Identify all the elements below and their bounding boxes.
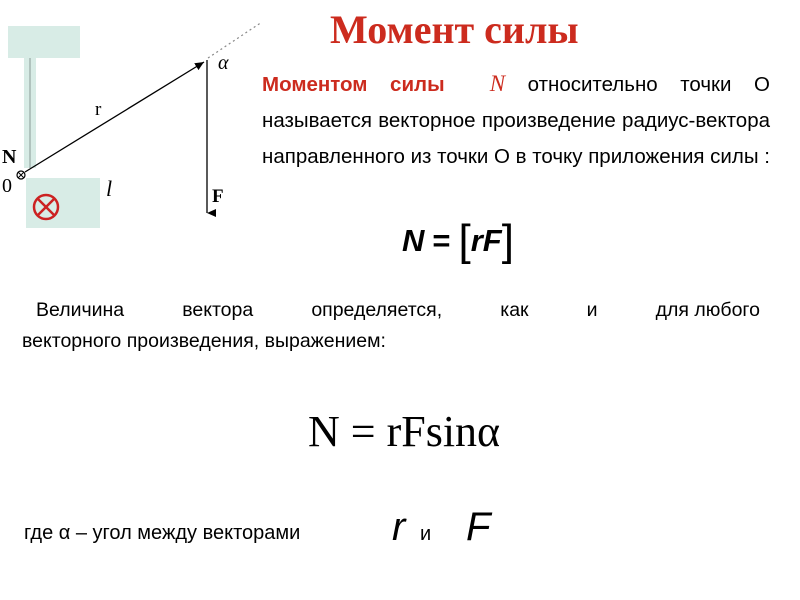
magnitude-paragraph [22, 295, 760, 357]
label-l: l [106, 176, 113, 201]
label-zero: 0 [2, 175, 12, 197]
angle-text: где α – угол между векторами [24, 522, 301, 544]
paragraph-line-1 [22, 295, 760, 326]
paragraph-word: вектора [182, 299, 254, 321]
formula-left: N [402, 223, 425, 258]
extension-line [208, 22, 262, 58]
formula-equals: = [432, 223, 451, 258]
and-word: и [420, 523, 432, 545]
paragraph-word: как [500, 299, 529, 321]
definition-body: относительно точки О называется векторное произведение радиус-вектора направленного из точки О в точку приложения силы : [262, 73, 770, 168]
label-N: N [2, 146, 17, 168]
cross-product-formula [402, 212, 514, 265]
label-F: F [212, 186, 224, 207]
page-title: Момент силы [330, 7, 579, 52]
upper-block [8, 26, 80, 58]
paragraph-word: для любого [655, 299, 760, 321]
label-alpha: α [218, 52, 229, 74]
vector-r-symbol: r [392, 505, 406, 549]
pivot-point-icon [17, 171, 25, 179]
label-r: r [95, 99, 102, 120]
paragraph-line-2: векторного произведения, выражением: [22, 330, 386, 352]
vector-F-symbol: F [466, 505, 491, 549]
definition-text [262, 66, 770, 175]
paragraph-word: определяется, [311, 299, 443, 321]
lower-block [26, 178, 100, 228]
right-bracket: ] [501, 216, 514, 265]
magnitude-formula: N = rFsinα [308, 407, 501, 456]
definition-term: Моментом силы [262, 73, 445, 96]
left-bracket: [ [458, 216, 471, 265]
formula-inner: rF [470, 223, 502, 258]
radius-vector [25, 62, 204, 172]
definition-symbol: N [489, 71, 506, 96]
paragraph-word: Величина [36, 299, 125, 321]
paragraph-word: и [586, 299, 598, 321]
angle-definition [24, 522, 300, 545]
